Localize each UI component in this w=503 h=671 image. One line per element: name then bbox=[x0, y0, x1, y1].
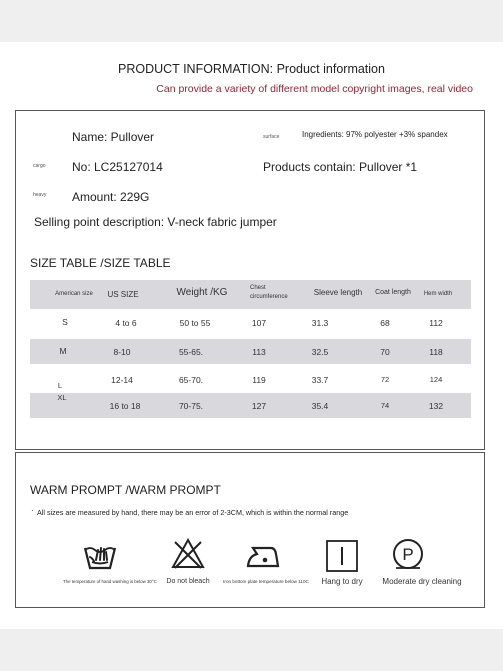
page-title: PRODUCT INFORMATION: Product information bbox=[118, 62, 385, 76]
cell-us-size: 12-14 bbox=[111, 375, 133, 385]
hand-wash-caption: The temperature of hand washing is below 30°C bbox=[63, 579, 157, 584]
cell-coat-length: 68 bbox=[380, 318, 390, 328]
cell-sleeve-length: 31.3 bbox=[311, 318, 329, 328]
cell-weight: 50 to 55 bbox=[179, 318, 211, 328]
svg-text:P: P bbox=[402, 545, 414, 564]
dry-clean-icon bbox=[390, 536, 426, 572]
hang-dry-icon bbox=[324, 538, 360, 574]
surface-label: surface bbox=[263, 134, 280, 140]
header-american-size: American size bbox=[55, 291, 93, 297]
cell-chest: 113 bbox=[252, 347, 266, 357]
header-chest: Chest circumference bbox=[250, 285, 288, 300]
cell-hem-width: 124 bbox=[429, 375, 443, 384]
cell-hem-width: 132 bbox=[428, 401, 444, 411]
heavy-label: heavy bbox=[33, 192, 47, 198]
cell-sleeve-length: 32.5 bbox=[311, 347, 329, 357]
product-name: Name: Pullover bbox=[72, 130, 155, 144]
cell-chest: 107 bbox=[251, 318, 267, 328]
size-table-title: SIZE TABLE /SIZE TABLE bbox=[30, 256, 171, 270]
measurement-note: All sizes are measured by hand, there may be an error of 2-3CM, which is within the normal range bbox=[37, 508, 349, 517]
cell-sleeve-length: 35.4 bbox=[311, 401, 329, 411]
header-sleeve-length: Sleeve length bbox=[313, 288, 363, 297]
page-subtitle: Can provide a variety of different model copyright images, real video bbox=[156, 83, 473, 95]
cell-weight: 55-65. bbox=[178, 347, 204, 357]
hand-wash-icon bbox=[82, 536, 118, 572]
header-weight: Weight /KG bbox=[176, 287, 228, 298]
product-contains: Products contain: Pullover *1 bbox=[263, 160, 418, 174]
iron-icon bbox=[245, 538, 281, 574]
cell-chest: 127 bbox=[251, 401, 267, 411]
cell-us-size: 8-10 bbox=[113, 347, 131, 357]
selling-point: Selling point description: V-neck fabric jumper bbox=[34, 215, 277, 229]
cell-american-size: S bbox=[62, 317, 68, 327]
cell-weight: 70-75. bbox=[178, 401, 204, 411]
header-hem-width: Hem width bbox=[423, 291, 453, 297]
header-us-size: US SIZE bbox=[107, 290, 139, 299]
cell-coat-length: 70 bbox=[380, 347, 390, 357]
cell-hem-width: 118 bbox=[429, 347, 443, 357]
cell-american-size: XL bbox=[57, 393, 67, 402]
note-bullet: · bbox=[31, 506, 34, 515]
iron-caption: Iron bottom plate temperature below 110C bbox=[223, 579, 309, 584]
cell-chest: 119 bbox=[252, 375, 266, 385]
cell-coat-length: 74 bbox=[380, 401, 390, 410]
cell-american-size: L bbox=[57, 381, 63, 390]
warm-prompt-title: WARM PROMPT /WARM PROMPT bbox=[30, 483, 221, 497]
cell-sleeve-length: 33.7 bbox=[311, 375, 329, 385]
product-number: No: LC25127014 bbox=[72, 160, 163, 174]
do-not-bleach-icon bbox=[170, 536, 206, 572]
dry-clean-caption: Moderate dry cleaning bbox=[382, 577, 462, 586]
cell-us-size: 4 to 6 bbox=[115, 318, 137, 328]
cell-hem-width: 112 bbox=[429, 318, 443, 328]
header-coat-length: Coat length bbox=[375, 289, 411, 296]
product-ingredients: Ingredients: 97% polyester +3% spandex bbox=[302, 130, 448, 139]
cargo-label: cargo bbox=[33, 163, 46, 169]
hang-dry-caption: Hang to dry bbox=[321, 577, 363, 586]
cell-coat-length: 72 bbox=[380, 375, 390, 384]
cell-weight: 65-70. bbox=[178, 375, 204, 385]
cell-us-size: 16 to 18 bbox=[109, 401, 141, 411]
do-not-bleach-caption: Do not bleach bbox=[166, 578, 210, 585]
cell-american-size: M bbox=[59, 346, 67, 356]
product-amount: Amount: 229G bbox=[72, 190, 150, 204]
